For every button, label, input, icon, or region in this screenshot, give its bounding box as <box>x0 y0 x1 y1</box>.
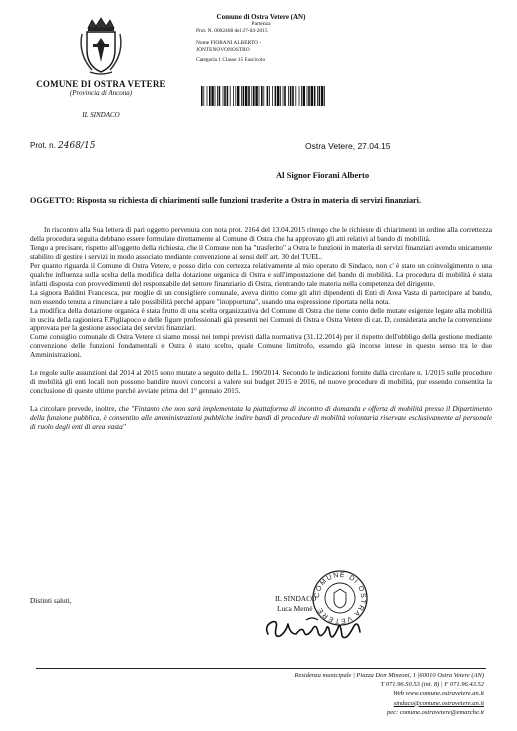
footer-pec: pec: comune.ostravetere@emarche.it <box>386 708 484 716</box>
stamp-protocol: Prot. N. 0002468 del 27-04-2015 <box>196 28 268 35</box>
paragraph-8 <box>30 405 492 432</box>
office-label: IL SINDACO <box>82 111 120 119</box>
handwritten-signature <box>262 612 378 646</box>
signature-role: IL SINDACO <box>275 594 317 603</box>
paragraph-4: La signora Baldini Francesca, pur moglie di un consigliere comunale, aveva diritto come gli altri dipendenti di Enti di Area Vasta di partecipare al bando, non essendo tenuta a rinunciare a tale possibilità perché appare "inopportuna", usando una espressione riportata nella nota. <box>30 287 492 306</box>
subject-line <box>30 196 490 206</box>
paragraph-8-lead: La circolare prevede, inoltre, che <box>30 404 132 414</box>
comune-name: COMUNE DI OSTRA VETERE <box>36 79 166 89</box>
footer <box>150 671 484 717</box>
letter-body <box>30 226 492 432</box>
paragraph-6: Come consiglio comunale di Ostra Vetere ci siamo mossi nei tempi previsti dalla normativa (31.12.2014) per il rispetto dell'obbligo della gestione mediante convenzione delle funzioni fondamentali e Ostra è stato scelto, quale Comune limitrofo, essendo già incorse intese in questo senso tra le due Amministrazioni. <box>30 332 492 360</box>
stamp-title: Comune di Ostra Vetere (AN) <box>216 13 306 21</box>
footer-phone: T 071.96.50.53 (int. 8) | F 071.96.43.52 <box>380 681 484 689</box>
paragraph-7: Le regole sulle assunzioni dal 2014 al 2015 sono mutate a seguito della L. 190/2014. Secondo le indicazioni fornite dalla circolare n. 1/2015 sulle procedure di mobilità gli enti locali non possono bandire nuovi concorsi a valere sui budget 2015 e 2016, né nuove procedure di mobilità, pur essendo consentita la conclusione di queste ultime purché avviate prima del 1° gennaio 2015. <box>30 368 492 396</box>
stamp-name-line1: Nome FIORANI ALBERTO - <box>196 39 262 46</box>
addressee: Al Signor Fiorani Alberto <box>276 170 370 180</box>
footer-address: Residenza municipale | Piazza Don Minzoni, 1 |60010 Ostra Vetere (AN) <box>294 672 484 679</box>
subject-text: Risposta su richiesta di chiarimenti sulle funzioni trasferite a Ostra in materia di servizi finanziari. <box>76 196 422 205</box>
footer-web: Web www.comune.ostravetere.an.it <box>393 690 484 698</box>
footer-email: sindaco@comune.ostravetere.an.it <box>393 699 484 707</box>
seal-text: COMUNE DI OSTRA VETERE <box>313 571 367 625</box>
paragraph-5: La modifica della dotazione organica è stata frutto di una scelta organizzativa del Comune di Ostra che tiene conto delle mutate esigenze legate alla mobilità in uscita della ragioniera F.Pigliapoco e delle figure professionali già presenti nei Comuni di Ostra e Ostra Vetere di cat. D, considerata anche la convenzione approvata per la gestione associata dei servizi finanziari. <box>30 305 492 333</box>
municipal-crest-icon <box>78 14 124 76</box>
stamp-subtitle: Partenza <box>251 21 271 28</box>
subject-label: OGGETTO: <box>30 196 75 205</box>
barcode <box>200 86 328 106</box>
place-date: Ostra Vetere, 27.04.15 <box>305 141 391 151</box>
salutation: Distinti saluti, <box>30 596 72 605</box>
protocol-handwritten-number: 2468/15 <box>58 141 96 151</box>
paragraph-2: Tengo a precisare, rispetto all'oggetto della richiesta, che il Comune non ha "trasferito" a Ostra le funzioni in materia di servizi finanziari avendo unicamente stabilito di gestire i servizi in modo associato mediante convenzione ai sensi dell' art. 30 del TUEL. <box>30 242 492 261</box>
protocol-stamp <box>196 14 326 64</box>
paragraph-3: Per quanto riguarda il Comune di Ostra Vetere, e posso dirlo con certezza relativamente al mio operato di Sindaco, non c' è stato un coinvolgimento o una qualche influenza sulla scelta della modifica della dotazione organica di Ostra e sull'impostazione del bando di mobilità. La procedura di mobilità è stata infatti disposta con provvedimenti del responsabile del settore finanziario di Ostra, rientrando tale materia nella competenza del dirigente. <box>30 260 492 288</box>
province-label: (Provincia di Ancona) <box>69 89 133 97</box>
protocol-label: Prot. n. <box>30 141 56 150</box>
stamp-category: Categoria 1 Classe 15 Fascicolo <box>196 57 266 64</box>
paragraph-8-quote: "Fintanto che non sarà implementata la piattaforma di incontro di domanda e offerta di mobilità presso il Dipartimento della funzione pubblica, è consentito alle amministrazioni pubbliche indire bandi di procedure di mobilità volontaria riservate esclusivamente al personale di ruolo degli enti di area vasta" <box>30 404 492 432</box>
footer-divider <box>36 668 486 669</box>
protocol-number <box>30 141 95 151</box>
signature-name: Luca Memè <box>277 604 313 613</box>
paragraph-1: In riscontro alla Sua lettera di pari oggetto pervenuta con nota prot. 2164 del 13.04.2015 ritengo che le richieste di chiarimenti in ordine alla correttezza della procedura seguita debbano essere formulate direttamente al Comune di Ostra che ha approvato gli atti relativi al bando di mobilità. <box>30 225 492 243</box>
stamp-name-line2: JONTENOVONOSTRO <box>196 46 250 53</box>
